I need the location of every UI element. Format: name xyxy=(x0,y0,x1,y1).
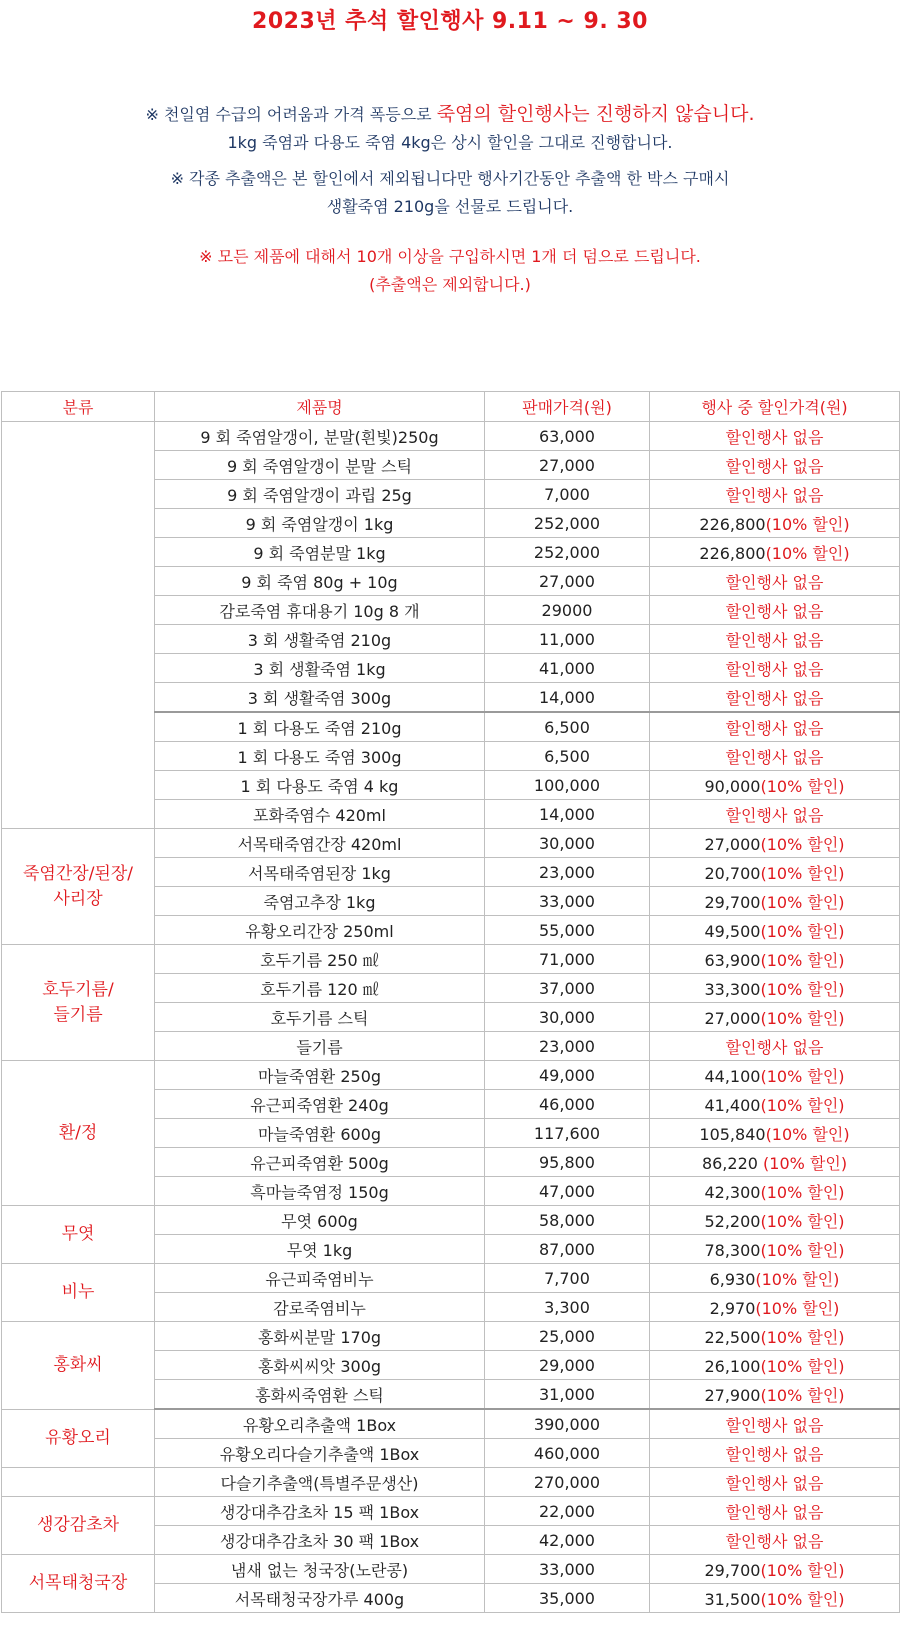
sale-price-cell xyxy=(650,1351,900,1380)
sale-price-cell xyxy=(650,887,900,916)
sale-price-cell xyxy=(650,800,900,829)
product-name-cell: 유근피죽염환 500g xyxy=(155,1148,485,1177)
product-name-cell: 마늘죽염환 250g xyxy=(155,1061,485,1090)
product-name-cell: 9 회 죽염알갱이 분말 스틱 xyxy=(155,451,485,480)
price-cell: 29,000 xyxy=(485,1351,650,1380)
sale-price-cell xyxy=(650,509,900,538)
sale-price-cell xyxy=(650,538,900,567)
sale-price-cell xyxy=(650,1235,900,1264)
sale-price-cell xyxy=(650,683,900,713)
product-name-cell: 유황오리다슬기추출액 1Box xyxy=(155,1439,485,1468)
sale-price-cell xyxy=(650,1526,900,1555)
product-name-cell: 9 회 죽염알갱이, 분말(흰빛)250g xyxy=(155,422,485,451)
discount-rate-label: (10% 할인) xyxy=(760,1589,845,1609)
category-cell xyxy=(2,422,155,829)
sale-price-value: 63,900 xyxy=(704,950,761,970)
price-cell: 46,000 xyxy=(485,1090,650,1119)
price-table xyxy=(1,391,900,1613)
sale-price-cell xyxy=(650,1090,900,1119)
sale-price-value: 49,500 xyxy=(704,921,761,941)
price-cell: 42,000 xyxy=(485,1526,650,1555)
no-discount-label: 할인행사 없음 xyxy=(725,805,824,825)
sale-price-value: 26,100 xyxy=(704,1356,761,1376)
product-name-cell: 3 회 생활죽염 1kg xyxy=(155,654,485,683)
category-cell: 유황오리 xyxy=(2,1409,155,1468)
product-name-cell: 9 회 죽염알갱이 1kg xyxy=(155,509,485,538)
no-discount-label: 할인행사 없음 xyxy=(725,630,824,650)
product-name-cell: 3 회 생활죽염 300g xyxy=(155,683,485,713)
sale-price-value: 22,500 xyxy=(704,1327,761,1347)
sale-price-cell xyxy=(650,945,900,974)
page-title: 2023년 추석 할인행사 9.11 ~ 9. 30 xyxy=(252,9,648,34)
sale-price-cell xyxy=(650,1177,900,1206)
no-discount-label: 할인행사 없음 xyxy=(725,718,824,738)
discount-rate-label: (10% 할인) xyxy=(760,1385,845,1405)
sale-price-cell xyxy=(650,451,900,480)
price-cell: 41,000 xyxy=(485,654,650,683)
no-discount-label: 할인행사 없음 xyxy=(725,456,824,476)
sale-price-cell xyxy=(650,422,900,451)
sale-price-cell xyxy=(650,1032,900,1061)
discount-rate-label: (10% 할인) xyxy=(760,776,845,796)
no-discount-label: 할인행사 없음 xyxy=(725,427,824,447)
discount-rate-label: (10% 할인) xyxy=(755,1298,840,1318)
discount-rate-label: (10% 할인) xyxy=(765,1124,850,1144)
notice-1-line2: 1kg 죽염과 다용도 죽염 4kg은 상시 할인을 그대로 진행합니다. xyxy=(227,133,673,152)
price-cell: 390,000 xyxy=(485,1409,650,1439)
product-name-cell: 감로죽염비누 xyxy=(155,1293,485,1322)
notice-1-prefix: ※ 천일염 수급의 어려움과 가격 폭등으로 xyxy=(145,105,437,124)
discount-rate-label: (10% 할인) xyxy=(765,543,850,563)
no-discount-label: 할인행사 없음 xyxy=(725,1531,824,1551)
category-cell: 호두기름/ 들기름 xyxy=(2,945,155,1061)
price-cell: 3,300 xyxy=(485,1293,650,1322)
price-cell: 25,000 xyxy=(485,1322,650,1351)
sale-price-value: 41,400 xyxy=(704,1095,761,1115)
category-cell: 서목태청국장 xyxy=(2,1555,155,1613)
table-row xyxy=(2,1061,900,1090)
category-cell: 무엿 xyxy=(2,1206,155,1264)
sale-price-value: 31,500 xyxy=(704,1589,761,1609)
sale-price-cell xyxy=(650,974,900,1003)
price-cell: 71,000 xyxy=(485,945,650,974)
product-name-cell: 서목태죽염된장 1kg xyxy=(155,858,485,887)
sale-price-cell xyxy=(650,625,900,654)
sale-price-value: 27,000 xyxy=(704,1008,761,1028)
notice-1-emphasis: 죽염의 할인행사는 진행하지 않습니다. xyxy=(436,103,755,125)
price-cell: 95,800 xyxy=(485,1148,650,1177)
price-cell: 55,000 xyxy=(485,916,650,945)
product-name-cell: 유황오리추출액 1Box xyxy=(155,1409,485,1439)
sale-price-value: 33,300 xyxy=(704,979,761,999)
product-name-cell: 무엿 600g xyxy=(155,1206,485,1235)
price-cell: 27,000 xyxy=(485,451,650,480)
product-name-cell: 유황오리간장 250ml xyxy=(155,916,485,945)
product-name-cell: 생강대추감초차 15 팩 1Box xyxy=(155,1497,485,1526)
sale-price-cell xyxy=(650,1322,900,1351)
sale-price-value: 226,800 xyxy=(699,543,766,563)
price-cell: 14,000 xyxy=(485,683,650,713)
discount-rate-label: (10% 할인) xyxy=(760,1560,845,1580)
sale-price-cell xyxy=(650,771,900,800)
sale-price-cell xyxy=(650,829,900,858)
sale-price-value: 6,930 xyxy=(709,1269,756,1289)
category-cell: 죽염간장/된장/ 사리장 xyxy=(2,829,155,945)
product-name-cell: 9 회 죽염 80g + 10g xyxy=(155,567,485,596)
price-cell: 6,500 xyxy=(485,742,650,771)
discount-rate-label: (10% 할인) xyxy=(760,921,845,941)
sale-price-value: 27,900 xyxy=(704,1385,761,1405)
product-name-cell: 1 회 다용도 죽염 210g xyxy=(155,712,485,742)
sale-price-value: 44,100 xyxy=(704,1066,761,1086)
sale-price-value: 29,700 xyxy=(704,1560,761,1580)
sale-price-cell xyxy=(650,596,900,625)
category-cell: 비누 xyxy=(2,1264,155,1322)
price-cell: 27,000 xyxy=(485,567,650,596)
product-name-cell: 서목태청국장가루 400g xyxy=(155,1584,485,1613)
no-discount-label: 할인행사 없음 xyxy=(725,1415,824,1435)
sale-price-cell xyxy=(650,1584,900,1613)
product-name-cell: 호두기름 120 ㎖ xyxy=(155,974,485,1003)
sale-price-value: 42,300 xyxy=(704,1182,761,1202)
sale-price-cell xyxy=(650,654,900,683)
header-product-name: 제품명 xyxy=(155,392,485,422)
discount-rate-label: (10% 할인) xyxy=(760,1356,845,1376)
discount-rate-label: (10% 할인) xyxy=(763,1153,848,1173)
sale-price-value: 226,800 xyxy=(699,514,766,534)
table-row xyxy=(2,1468,900,1497)
product-name-cell: 들기름 xyxy=(155,1032,485,1061)
sale-price-cell xyxy=(650,1119,900,1148)
discount-rate-label: (10% 할인) xyxy=(755,1269,840,1289)
product-name-cell: 냄새 없는 청국장(노란콩) xyxy=(155,1555,485,1584)
sale-price-cell xyxy=(650,1497,900,1526)
table-row xyxy=(2,1322,900,1351)
notice-3-line2: (추출액은 제외합니다.) xyxy=(369,275,531,294)
sale-price-value: 86,220 xyxy=(701,1153,764,1173)
header-category: 분류 xyxy=(2,392,155,422)
discount-rate-label: (10% 할인) xyxy=(760,834,845,854)
price-cell: 460,000 xyxy=(485,1439,650,1468)
product-name-cell: 마늘죽염환 600g xyxy=(155,1119,485,1148)
no-discount-label: 할인행사 없음 xyxy=(725,688,824,708)
price-cell: 49,000 xyxy=(485,1061,650,1090)
price-cell: 7,700 xyxy=(485,1264,650,1293)
price-cell: 33,000 xyxy=(485,887,650,916)
product-name-cell: 3 회 생활죽염 210g xyxy=(155,625,485,654)
table-row xyxy=(2,1409,900,1439)
product-name-cell: 홍화씨씨앗 300g xyxy=(155,1351,485,1380)
sale-price-cell xyxy=(650,1380,900,1410)
table-row xyxy=(2,1555,900,1584)
sale-price-value: 105,840 xyxy=(699,1124,766,1144)
product-name-cell: 9 회 죽염알갱이 과립 25g xyxy=(155,480,485,509)
price-cell: 63,000 xyxy=(485,422,650,451)
sale-price-cell xyxy=(650,858,900,887)
sale-price-cell xyxy=(650,1555,900,1584)
product-name-cell: 유근피죽염환 240g xyxy=(155,1090,485,1119)
product-name-cell: 생강대추감초차 30 팩 1Box xyxy=(155,1526,485,1555)
product-name-cell: 감로죽염 휴대용기 10g 8 개 xyxy=(155,596,485,625)
no-discount-label: 할인행사 없음 xyxy=(725,1473,824,1493)
sale-price-cell xyxy=(650,1061,900,1090)
price-cell: 22,000 xyxy=(485,1497,650,1526)
product-name-cell: 홍화씨분말 170g xyxy=(155,1322,485,1351)
no-discount-label: 할인행사 없음 xyxy=(725,747,824,767)
sale-price-cell xyxy=(650,1264,900,1293)
table-row xyxy=(2,1206,900,1235)
category-cell: 생강감초차 xyxy=(2,1497,155,1555)
sale-price-cell xyxy=(650,742,900,771)
notice-2-line1: ※ 각종 추출액은 본 할인에서 제외됩니다만 행사기간동안 추출액 한 박스 구매시 xyxy=(170,169,730,188)
category-cell: 환/정 xyxy=(2,1061,155,1206)
table-row xyxy=(2,945,900,974)
table-row xyxy=(2,422,900,451)
no-discount-label: 할인행사 없음 xyxy=(725,659,824,679)
price-cell: 6,500 xyxy=(485,712,650,742)
price-cell: 23,000 xyxy=(485,1032,650,1061)
category-cell: 홍화씨 xyxy=(2,1322,155,1410)
product-name-cell: 호두기름 250 ㎖ xyxy=(155,945,485,974)
price-cell: 252,000 xyxy=(485,509,650,538)
sale-price-value: 27,000 xyxy=(704,834,761,854)
price-cell: 100,000 xyxy=(485,771,650,800)
price-cell: 270,000 xyxy=(485,1468,650,1497)
notice-block xyxy=(0,100,900,299)
discount-rate-label: (10% 할인) xyxy=(760,1008,845,1028)
product-name-cell: 1 회 다용도 죽염 300g xyxy=(155,742,485,771)
product-name-cell: 홍화씨죽염환 스틱 xyxy=(155,1380,485,1410)
product-name-cell: 호두기름 스틱 xyxy=(155,1003,485,1032)
sale-price-cell xyxy=(650,1206,900,1235)
table-row xyxy=(2,1497,900,1526)
product-name-cell: 1 회 다용도 죽염 4 kg xyxy=(155,771,485,800)
discount-rate-label: (10% 할인) xyxy=(760,1066,845,1086)
table-row xyxy=(2,1264,900,1293)
no-discount-label: 할인행사 없음 xyxy=(725,1502,824,1522)
discount-rate-label: (10% 할인) xyxy=(760,863,845,883)
sale-price-value: 2,970 xyxy=(709,1298,756,1318)
product-name-cell: 다슬기추출액(특별주문생산) xyxy=(155,1468,485,1497)
price-cell: 252,000 xyxy=(485,538,650,567)
price-cell: 23,000 xyxy=(485,858,650,887)
no-discount-label: 할인행사 없음 xyxy=(725,572,824,592)
sale-price-value: 52,200 xyxy=(704,1211,761,1231)
price-cell: 11,000 xyxy=(485,625,650,654)
product-name-cell: 서목태죽염간장 420ml xyxy=(155,829,485,858)
price-cell: 14,000 xyxy=(485,800,650,829)
price-cell: 117,600 xyxy=(485,1119,650,1148)
discount-rate-label: (10% 할인) xyxy=(765,514,850,534)
price-cell: 30,000 xyxy=(485,1003,650,1032)
table-row xyxy=(2,829,900,858)
notice-2-line2: 생활죽염 210g을 선물로 드립니다. xyxy=(326,197,574,216)
no-discount-label: 할인행사 없음 xyxy=(725,1037,824,1057)
table-header-row xyxy=(2,392,900,422)
no-discount-label: 할인행사 없음 xyxy=(725,485,824,505)
price-cell: 37,000 xyxy=(485,974,650,1003)
notice-1 xyxy=(0,100,900,129)
product-name-cell: 9 회 죽염분말 1kg xyxy=(155,538,485,567)
price-cell: 35,000 xyxy=(485,1584,650,1613)
product-name-cell: 흑마늘죽염정 150g xyxy=(155,1177,485,1206)
sale-price-cell xyxy=(650,1468,900,1497)
discount-rate-label: (10% 할인) xyxy=(760,1240,845,1260)
product-name-cell: 죽염고추장 1kg xyxy=(155,887,485,916)
discount-rate-label: (10% 할인) xyxy=(760,950,845,970)
product-name-cell: 포화죽염수 420ml xyxy=(155,800,485,829)
sale-price-cell xyxy=(650,1148,900,1177)
no-discount-label: 할인행사 없음 xyxy=(725,1444,824,1464)
discount-rate-label: (10% 할인) xyxy=(760,1327,845,1347)
sale-price-value: 78,300 xyxy=(704,1240,761,1260)
header-price: 판매가격(원) xyxy=(485,392,650,422)
price-cell: 30,000 xyxy=(485,829,650,858)
sale-price-value: 90,000 xyxy=(704,776,761,796)
price-cell: 58,000 xyxy=(485,1206,650,1235)
sale-price-cell xyxy=(650,1439,900,1468)
sale-price-cell xyxy=(650,712,900,742)
discount-rate-label: (10% 할인) xyxy=(760,1182,845,1202)
table-body xyxy=(2,422,900,1613)
no-discount-label: 할인행사 없음 xyxy=(725,601,824,621)
product-name-cell: 무엿 1kg xyxy=(155,1235,485,1264)
price-cell: 47,000 xyxy=(485,1177,650,1206)
product-name-cell: 유근피죽염비누 xyxy=(155,1264,485,1293)
sale-price-cell xyxy=(650,480,900,509)
sale-price-cell xyxy=(650,1293,900,1322)
discount-rate-label: (10% 할인) xyxy=(760,892,845,912)
notice-3-line1: ※ 모든 제품에 대해서 10개 이상을 구입하시면 1개 더 덤으로 드립니다. xyxy=(199,247,701,266)
discount-rate-label: (10% 할인) xyxy=(760,1211,845,1231)
discount-rate-label: (10% 할인) xyxy=(760,1095,845,1115)
price-cell: 7,000 xyxy=(485,480,650,509)
sale-price-cell xyxy=(650,916,900,945)
discount-rate-label: (10% 할인) xyxy=(760,979,845,999)
sale-price-value: 29,700 xyxy=(704,892,761,912)
price-cell: 31,000 xyxy=(485,1380,650,1410)
header-sale-price: 행사 중 할인가격(원) xyxy=(650,392,900,422)
sale-price-value: 20,700 xyxy=(704,863,761,883)
price-cell: 33,000 xyxy=(485,1555,650,1584)
sale-price-cell xyxy=(650,567,900,596)
category-cell xyxy=(2,1468,155,1497)
price-cell: 29000 xyxy=(485,596,650,625)
sale-price-cell xyxy=(650,1003,900,1032)
price-cell: 87,000 xyxy=(485,1235,650,1264)
sale-price-cell xyxy=(650,1409,900,1439)
